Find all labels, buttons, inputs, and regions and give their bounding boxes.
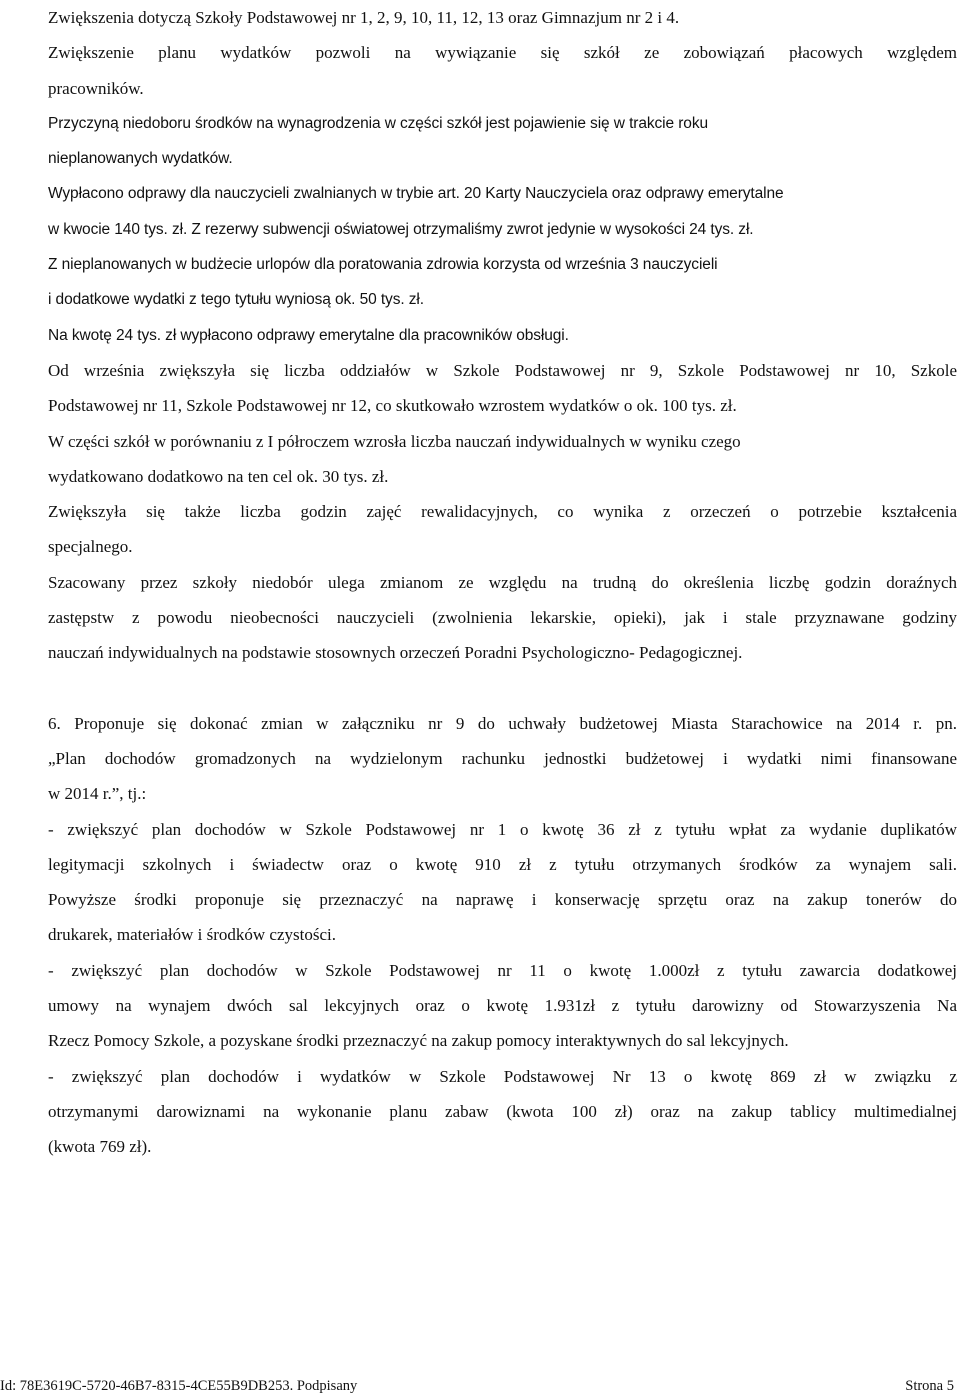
text-line: (kwota 769 zł).: [48, 1137, 152, 1157]
paragraph: [48, 0, 957, 106]
text-line: Szacowany przez szkoły niedobór ulega zmianom ze względu na trudną do określenia liczbę godzin doraźnych: [48, 572, 957, 592]
text-line: Przyczyną niedoboru środków na wynagrodzenia w części szkół jest pojawienie się w trakcie roku: [48, 114, 708, 132]
text-line: Zwiększenie planu wydatków pozwoli na wywiązanie się szkół ze zobowiązań płacowych względem: [48, 43, 957, 63]
text-line: Od września zwiększyła się liczba oddziałów w Szkole Podstawowej nr 9, Szkole Podstawowej nr 10, Szkole: [48, 360, 957, 380]
text-line: w 2014 r.”, tj.:: [48, 784, 147, 804]
document-body: [48, 0, 957, 1165]
text-line: „Plan dochodów gromadzonych na wydzielonym rachunku jednostki budżetowej i wydatki nimi finansowane: [48, 748, 957, 768]
text-line: Powyższe środki proponuje się przeznaczyć na naprawę i konserwację sprzętu oraz na zakup tonerów do: [48, 890, 957, 910]
text-line: legitymacji szkolnych i świadectw oraz o kwotę 910 zł z tytułu otrzymanych środków za wynajem sali.: [48, 854, 957, 874]
text-line: - zwiększyć plan dochodów w Szkole Podstawowej nr 11 o kwotę 1.000zł z tytułu zawarcia dodatkowej: [48, 960, 957, 980]
text-line: wydatkowano dodatkowo na ten cel ok. 30 tys. zł.: [48, 466, 389, 486]
text-line: otrzymanymi darowiznami na wykonanie planu zabaw (kwota 100 zł) oraz na zakup tablicy multimedialnej: [48, 1101, 957, 1121]
text-line: Rzecz Pomocy Szkole, a pozyskane środki przeznaczyć na zakup pomocy interaktywnych do sal lekcyjnych.: [48, 1031, 789, 1051]
text-line: Wypłacono odprawy dla nauczycieli zwalnianych w trybie art. 20 Karty Nauczyciela oraz odprawy emerytalne: [48, 185, 784, 203]
text-line: Zwiększyła się także liczba godzin zajęć rewalidacyjnych, co wynika z orzeczeń o potrzebie kształcenia: [48, 502, 957, 522]
page-number: Strona 5: [905, 1378, 954, 1394]
text-line: 6. Proponuje się dokonać zmian w załączniku nr 9 do uchwały budżetowej Miasta Starachowice na 2014 r. pn.: [48, 713, 957, 733]
text-line: i dodatkowe wydatki z tego tytułu wyniosą ok. 50 tys. zł.: [48, 291, 424, 309]
paragraph: [48, 706, 957, 1165]
page-footer: [0, 1378, 960, 1398]
text-line: Podstawowej nr 11, Szkole Podstawowej nr 12, co skutkowało wzrostem wydatków o ok. 100 tys. zł.: [48, 396, 737, 416]
document-id: Id: 78E3619C-5720-46B7-8315-4CE55B9DB253. Podpisany: [0, 1378, 358, 1394]
text-line: nieplanowanych wydatków.: [48, 150, 233, 168]
paragraph-gap: [48, 671, 957, 706]
text-line: W części szkół w porównaniu z I półroczem wzrosła liczba nauczań indywidualnych w wyniku czego: [48, 431, 741, 451]
text-line: zastępstw z powodu nieobecności nauczycieli (zwolnienia lekarskie, opieki), jak i stale przyznawane godziny: [48, 608, 957, 628]
text-line: pracowników.: [48, 78, 144, 98]
text-line: - zwiększyć plan dochodów i wydatków w Szkole Podstawowej Nr 13 o kwotę 869 zł w związku z: [48, 1066, 957, 1086]
text-line: umowy na wynajem dwóch sal lekcyjnych oraz o kwotę 1.931zł z tytułu darowizny od Stowarzyszenia Na: [48, 996, 957, 1016]
text-line: Zwiększenia dotyczą Szkoły Podstawowej nr 1, 2, 9, 10, 11, 12, 13 oraz Gimnazjum nr 2 i 4.: [48, 8, 680, 27]
text-line: nauczań indywidualnych na podstawie stosownych orzeczeń Poradni Psychologiczno- Pedagogicznej.: [48, 643, 743, 663]
text-line: w kwocie 140 tys. zł. Z rezerwy subwencji oświatowej otrzymaliśmy zwrot jedynie w wysokości 24 tys. zł.: [48, 220, 754, 238]
paragraph: [48, 106, 957, 353]
text-line: drukarek, materiałów i środków czystości.: [48, 925, 336, 945]
text-line: specjalnego.: [48, 537, 133, 557]
text-line: Z nieplanowanych w budżecie urlopów dla poratowania zdrowia korzysta od września 3 nauczycieli: [48, 256, 718, 274]
paragraph: [48, 353, 957, 671]
text-line: Na kwotę 24 tys. zł wypłacono odprawy emerytalne dla pracowników obsługi.: [48, 326, 569, 344]
text-line: - zwiększyć plan dochodów w Szkole Podstawowej nr 1 o kwotę 36 zł z tytułu wpłat za wydanie duplikatów: [48, 819, 957, 839]
